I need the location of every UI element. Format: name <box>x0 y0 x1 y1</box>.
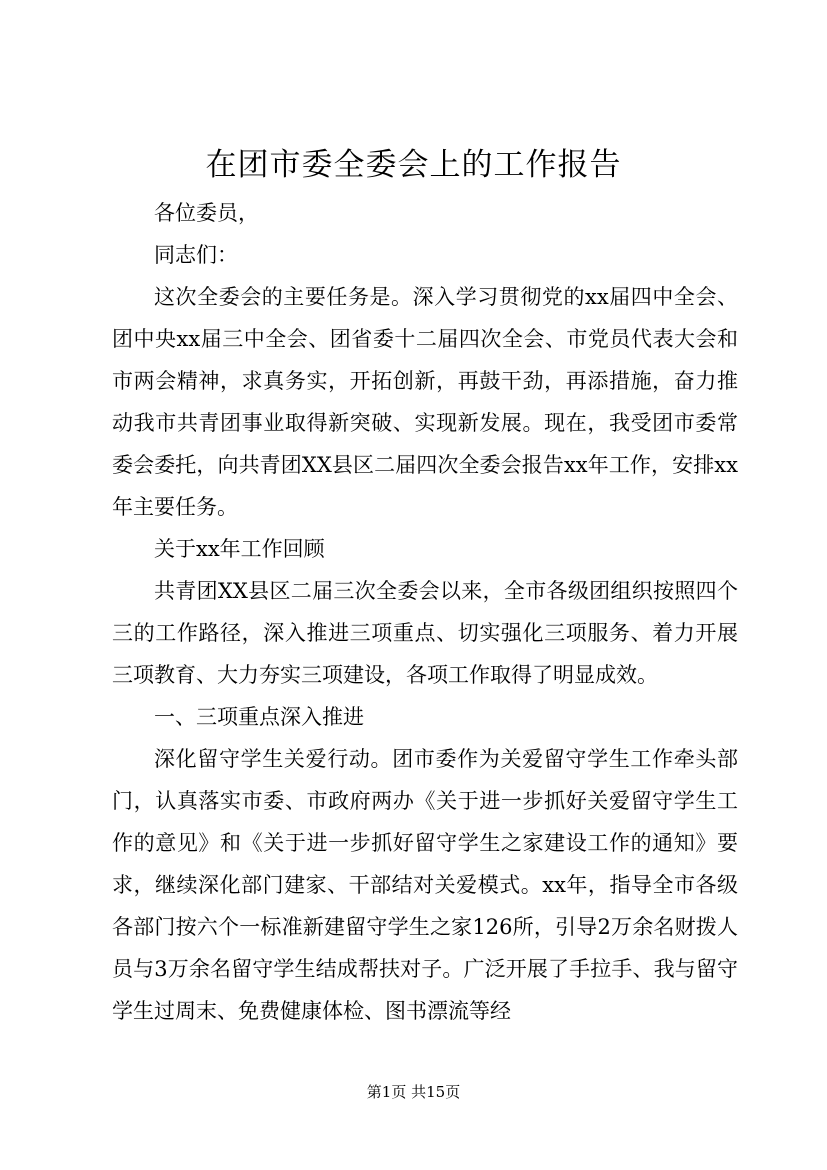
section-heading-review: 关于xx年工作回顾 <box>154 537 325 561</box>
paragraph-review-summary: 共青团XX县区二届三次全委会以来，全市各级团组织按照四个三的工作路径，深入推进三项重点、切实强化三项服务、着力开展三项教育、大力夯实三项建设，各项工作取得了明显成效。 <box>112 579 738 687</box>
paragraph-main-tasks: 这次全委会的主要任务是。深入学习贯彻党的xx届四中全会、团中央xx届三中全会、团省委十二届四次全会、市党员代表大会和市两会精神，求真务实，开拓创新，再鼓干劲，再添措施，奋力推动我市共青团事业取得新突破、实现新发展。现在，我受团市委常委会委托，向共青团XX县区二届四次全委会报告xx年工作，安排xx年主要任务。 <box>112 285 738 519</box>
salutation-comrades: 同志们： <box>154 243 238 267</box>
document-body <box>112 192 738 1032</box>
section-heading-three-priorities: 一、三项重点深入推进 <box>154 705 364 729</box>
salutation-committee: 各位委员， <box>154 201 259 225</box>
paragraph-left-behind-students: 深化留守学生关爱行动。团市委作为关爱留守学生工作牵头部门，认真落实市委、市政府两办《关于进一步抓好关爱留守学生工作的意见》和《关于进一步抓好留守学生之家建设工作的通知》要求，继续深化部门建家、干部结对关爱模式。xx年，指导全市各级各部门按六个一标准新建留守学生之家126所，引导2万余名财拨人员与3万余名留守学生结成帮扶对子。广泛开展了手拉手、我与留守学生过周末、免费健康体检、图书漂流等经 <box>112 747 738 1023</box>
document-title: 在团市委全委会上的工作报告 <box>205 147 622 183</box>
page-footer: 第1页 共15页 <box>366 1083 461 1101</box>
